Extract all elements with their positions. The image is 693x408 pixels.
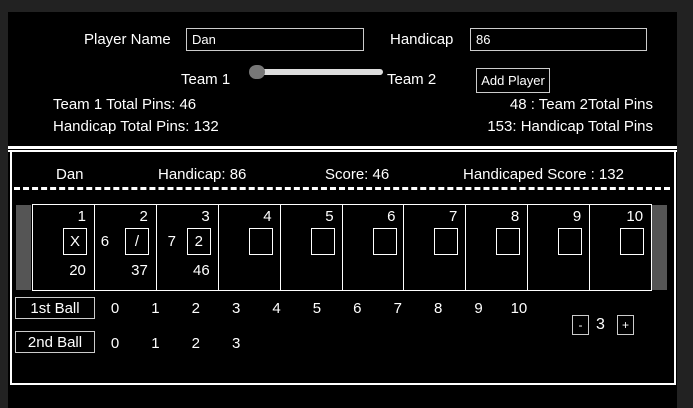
add-player-button[interactable]: Add Player: [476, 68, 550, 93]
increment-button[interactable]: +: [617, 315, 634, 335]
scorecard-handicap: Handicap: 86: [158, 166, 247, 183]
second-ball-button[interactable]: 2nd Ball: [15, 331, 95, 353]
frame-total: 20: [69, 262, 86, 279]
ball2-box: [249, 228, 273, 255]
team1-label: Team 1: [181, 71, 231, 88]
team2-handicap-total: 153: Handicap Total Pins: [487, 118, 653, 135]
team1-total-pins: Team 1 Total Pins: 46: [53, 96, 197, 113]
first-ball-option[interactable]: 6: [353, 300, 362, 317]
frame-number: 3: [201, 208, 210, 225]
second-ball-option[interactable]: 3: [232, 335, 241, 352]
first-ball-option[interactable]: 10: [510, 300, 528, 317]
frame-total: 37: [131, 262, 148, 279]
frame-3: [157, 204, 219, 291]
ball2-box: X: [63, 228, 87, 255]
frame-total: 46: [193, 262, 210, 279]
first-ball-option[interactable]: 9: [474, 300, 483, 317]
scorecard-player-name: Dan: [56, 166, 84, 183]
scorecard-score: Score: 46: [325, 166, 390, 183]
first-ball-option[interactable]: 3: [232, 300, 241, 317]
first-ball-button[interactable]: 1st Ball: [15, 297, 95, 319]
frame-number: 2: [139, 208, 148, 225]
ball2-box: [558, 228, 582, 255]
team2-label: Team 2: [387, 71, 437, 88]
first-ball-options: [104, 300, 530, 317]
frame-6: [343, 204, 405, 291]
first-ball-option[interactable]: 5: [312, 300, 322, 317]
frame-number: 8: [510, 208, 520, 225]
ball2-box: [373, 228, 397, 255]
frame-number: 1: [77, 208, 86, 225]
frame-4: [219, 204, 281, 291]
second-ball-option[interactable]: 0: [110, 335, 120, 352]
frame-2: [95, 204, 157, 291]
handicap-input[interactable]: [470, 28, 647, 51]
player-name-input[interactable]: [186, 28, 364, 51]
scroll-left-rail[interactable]: [16, 205, 31, 290]
frame-9: [528, 204, 590, 291]
decrement-button[interactable]: -: [572, 315, 589, 335]
scroll-right-rail[interactable]: [652, 205, 667, 290]
frame-number: 10: [626, 208, 644, 225]
team1-handicap-total: Handicap Total Pins: 132: [53, 118, 219, 135]
frame-5: [281, 204, 343, 291]
scorecard-dashed-divider: [14, 187, 670, 190]
team-slider[interactable]: [250, 69, 383, 75]
ball1-value: 6: [100, 233, 110, 250]
ball2-box: [620, 228, 644, 255]
scorecard-handicapped-score: Handicaped Score : 132: [463, 166, 624, 183]
frame-1: [32, 204, 95, 291]
player-name-label: Player Name: [84, 31, 171, 48]
first-ball-option[interactable]: 1: [151, 300, 160, 317]
frame-10: [590, 204, 652, 291]
frame-number: 6: [387, 208, 396, 225]
frame-number: 5: [325, 208, 334, 225]
frame-number: 9: [572, 208, 582, 225]
first-ball-option[interactable]: 7: [393, 300, 402, 317]
ball2-box: 2: [187, 228, 211, 255]
handicap-label: Handicap: [390, 31, 454, 48]
second-ball-option[interactable]: 1: [151, 335, 160, 352]
team2-total-pins: 48 : Team 2Total Pins: [509, 96, 653, 113]
ball1-value: 7: [167, 233, 176, 250]
frame-7: [404, 204, 466, 291]
frame-number: 4: [263, 208, 272, 225]
frame-number: 7: [449, 208, 458, 225]
first-ball-option[interactable]: 0: [110, 300, 120, 317]
ball2-box: [434, 228, 458, 255]
ball2-box: /: [125, 228, 149, 255]
first-ball-option[interactable]: 8: [433, 300, 443, 317]
ball2-box: [311, 228, 335, 255]
frames-row: [32, 204, 652, 291]
ball2-box: [496, 228, 520, 255]
team-slider-thumb[interactable]: [249, 65, 265, 79]
second-ball-options: [104, 335, 247, 352]
second-ball-option[interactable]: 2: [191, 335, 200, 352]
first-ball-option[interactable]: 4: [272, 300, 281, 317]
first-ball-option[interactable]: 2: [191, 300, 200, 317]
frame-8: [466, 204, 528, 291]
frame-counter: 3: [596, 316, 605, 333]
